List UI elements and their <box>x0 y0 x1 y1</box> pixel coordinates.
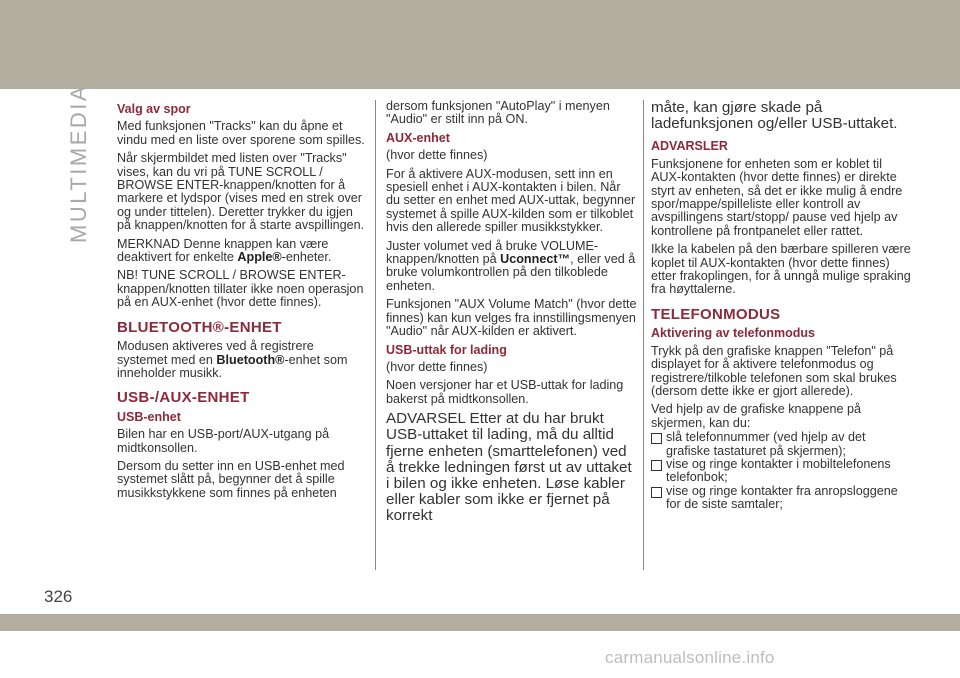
warning-paragraph: måte, kan gjøre skade på ladefunksjonen og/eller USB-uttaket. <box>651 99 898 133</box>
column-middle <box>386 100 638 533</box>
paragraph: Funksjonen "AUX Volume Match" (hvor dette finnes) kan kun velges fra innstillingsmenyen "Audio" når AUX-kilden er aktivert. <box>386 297 637 339</box>
paragraph: (hvor dette finnes) <box>386 148 488 163</box>
column-right <box>651 100 913 512</box>
paragraph <box>117 340 365 380</box>
paragraph: Når skjermbildet med listen over "Tracks" vises, kan du vri på TUNE SCROLL / BROWSE ENTER-knappen/knotten for å markere et lydspor (vises med en strek over og under tittelen). Deretter trykker du igjen på knappen/knotten for å starte avspillingen. <box>117 151 365 233</box>
paragraph: For å aktivere AUX-modusen, sett inn en spesiell enhet i AUX-kontakten i bilen. Når du setter en enhet med AUX-uttak, begynner systemet å spille AUX-kilden som er tilkoblet hvis den allerede spiller musikkstykker. <box>386 166 636 235</box>
checkbox-bullet-icon <box>651 487 662 498</box>
brand-name: Bluetooth® <box>216 352 285 367</box>
paragraph: Ikke la kabelen på den bærbare spilleren være koplet til AUX-kontakten (hvor dette finnes) etter frakoplingen, for å unngå mulige spraking fra høyttalerne. <box>651 242 911 297</box>
watermark: carmanualsonline.info <box>605 648 775 667</box>
text: Juster volumet ved å bruke VOLUME-knappen/knotten på <box>386 238 599 267</box>
bottom-banner <box>0 614 960 631</box>
paragraph <box>386 240 638 294</box>
text: , eller ved å bruke volumkontrollen på den tilkoblede enheten. <box>386 252 636 293</box>
heading-bluetooth-enhet: BLUETOOTH®-ENHET <box>117 318 282 336</box>
text: MERKNAD Denne knappen kan være deaktivert for enkelte <box>117 236 329 265</box>
column-left <box>117 100 365 505</box>
column-divider <box>643 100 644 570</box>
top-banner <box>0 0 960 89</box>
heading-valg-av-spor: Valg av spor <box>117 102 191 116</box>
brand-name: Apple® <box>237 250 282 265</box>
heading-advarsler: ADVARSLER <box>651 139 728 154</box>
paragraph: (hvor dette finnes) <box>386 359 488 374</box>
text: -enheter. <box>281 250 332 265</box>
heading-usb-uttak: USB-uttak for lading <box>386 342 507 357</box>
checkbox-bullet-icon <box>651 460 662 471</box>
warning-paragraph: ADVARSEL Etter at du har brukt USB-uttaket til lading, må du alltid fjerne enheten (smarttelefonen) ved å trekke ledningen først ut av uttaket i bilen og ikke enheten. Løse kabler eller kabler som ikke er fjernet på korrekt <box>386 410 632 525</box>
heading-telefonmodus: TELEFONMODUS <box>651 305 781 323</box>
list-item <box>651 431 913 458</box>
heading-usb-enhet: USB-enhet <box>117 409 181 424</box>
checkbox-bullet-icon <box>651 433 662 444</box>
paragraph: Med funksjonen "Tracks" kan du åpne et vindu med en liste over sporene som spilles. <box>117 119 365 147</box>
paragraph: dersom funksjonen "AutoPlay" i menyen "Audio" er stilt inn på ON. <box>386 99 610 127</box>
note-paragraph <box>117 238 365 265</box>
heading-aux-enhet: AUX-enhet <box>386 130 450 145</box>
list-item <box>651 458 913 485</box>
page-number: 326 <box>44 587 73 606</box>
list-item <box>651 485 913 512</box>
paragraph: NB! TUNE SCROLL / BROWSE ENTER-knappen/knotten tillater ikke noen operasjon på en AUX-enhet (hvor dette finnes). <box>117 268 364 310</box>
text: Modusen aktiveres ved å registrere systemet med en <box>117 339 314 367</box>
paragraph: Ved hjelp av de grafiske knappene på skjermen, kan du: <box>651 402 862 430</box>
paragraph: Noen versjoner har et USB-uttak for lading bakerst på midtkonsollen. <box>386 378 624 406</box>
paragraph: Dersom du setter inn en USB-enhet med systemet slått på, begynner det å spille musikkstykkene som finnes på enheten <box>117 458 345 500</box>
heading-usb-aux-enhet: USB-/AUX-ENHET <box>117 389 250 407</box>
list-item-text: vise og ringe kontakter fra anropsloggene for de siste samtaler; <box>666 483 898 512</box>
section-side-label: MULTIMEDIA <box>66 83 91 243</box>
brand-name: Uconnect™ <box>500 252 571 267</box>
paragraph: Bilen har en USB-port/AUX-utgang på midtkonsollen. <box>117 427 330 455</box>
list-item-text: vise og ringe kontakter i mobiltelefonens telefonbok; <box>666 456 891 485</box>
column-divider <box>375 100 376 570</box>
heading-aktivering: Aktivering av telefonmodus <box>651 326 815 341</box>
list-item-text: slå telefonnummer (ved hjelp av det grafiske tastaturet på skjermen); <box>666 430 866 458</box>
paragraph: Trykk på den grafiske knappen "Telefon" på displayet for å aktivere telefonmodus og registrere/tilkoble telefonen som skal brukes (dersom dette ikke er gjort allerede). <box>651 343 897 398</box>
paragraph: Funksjonene for enheten som er koblet til AUX-kontakten (hvor dette finnes) er direkte styrt av enheten, så det er ikke mulig å endre spor/mappe/spilleliste eller kontroll av avspillingens start/stopp/ pause ved hjelp av kontrollene på frontpanelet eller rattet. <box>651 156 903 238</box>
text: -enhet som inneholder musikk. <box>117 352 348 380</box>
